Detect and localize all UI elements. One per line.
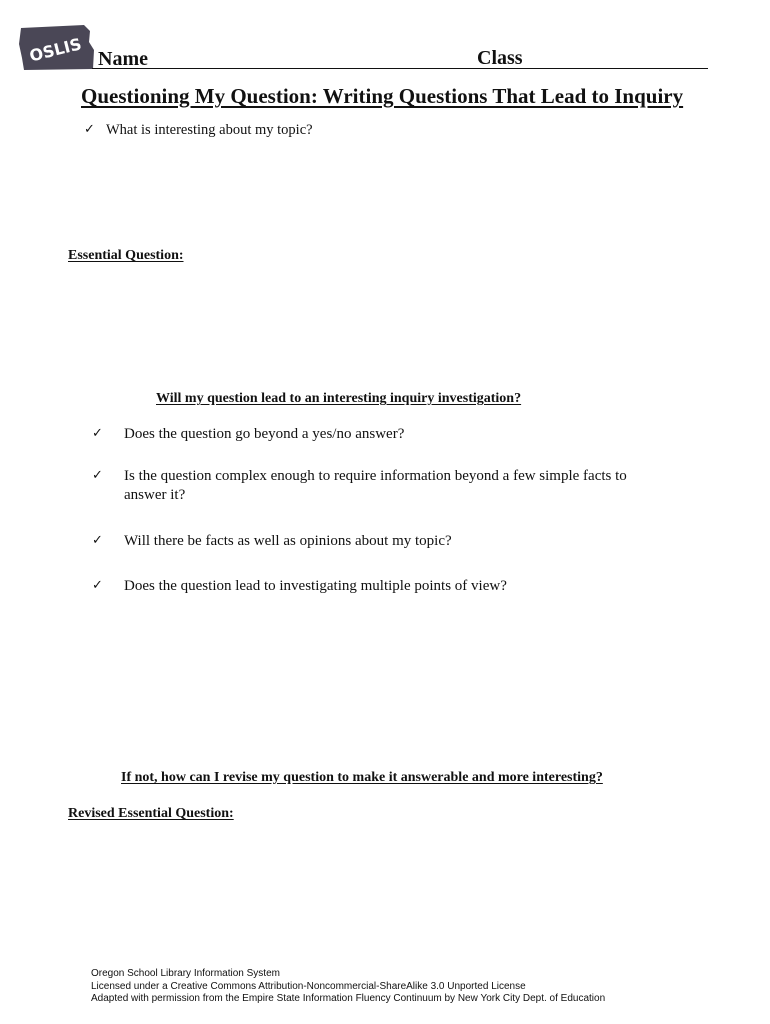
essential-question-label: Essential Question: [68,248,184,263]
class-label: Class [477,47,523,69]
check-mark-icon: ✓ [84,122,95,137]
footer-line: Adapted with permission from the Empire State Information Fluency Continuum by New York City Dept. of Education [91,993,606,1004]
footer [91,968,605,1006]
name-label: Name [98,48,148,70]
checklist-item [92,577,692,597]
name-line [92,68,474,69]
oslis-logo [18,22,98,72]
logo-text: OSLIS [27,34,84,66]
checklist-item-text: Does the question go beyond a yes/no answer? [124,426,405,442]
checklist-item-text: Is the question complex enough to require information beyond a few simple facts to [124,468,627,484]
topic-prompt: What is interesting about my topic? [106,122,313,138]
revised-question-label: Revised Essential Question: [68,806,234,821]
check-mark-icon: ✓ [92,426,103,441]
checklist-item-text: Does the question lead to investigating multiple points of view? [124,578,507,594]
class-line [474,68,708,69]
will-heading: Will my question lead to an interesting inquiry investigation? [156,391,522,406]
checklist-item-text: Will there be facts as well as opinions about my topic? [124,533,452,549]
page-title: Questioning My Question: Writing Questions That Lead to Inquiry [81,84,684,108]
footer-line: Licensed under a Creative Commons Attribution-Noncommercial-ShareAlike 3.0 Unported License [91,980,526,992]
revise-heading: If not, how can I revise my question to make it answerable and more interesting? [121,770,603,785]
footer-line: Oregon School Library Information System [91,968,280,979]
check-mark-icon: ✓ [92,468,103,483]
checklist-item [92,532,692,552]
check-mark-icon: ✓ [92,533,103,548]
check-mark-icon: ✓ [92,578,103,593]
checklist-item [92,425,692,445]
checklist-item [92,467,692,507]
checklist-item-text-continued: answer it? [124,487,186,503]
